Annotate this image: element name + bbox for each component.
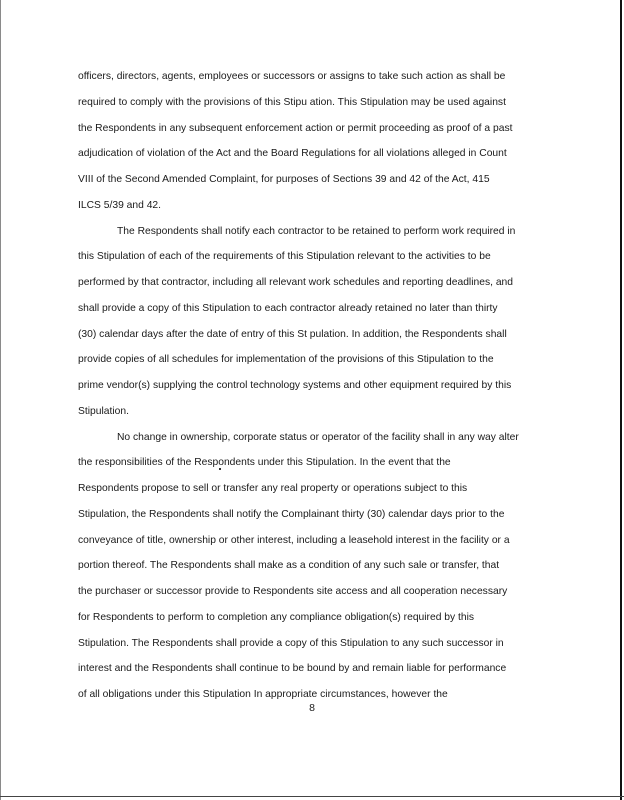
text-line: of all obligations under this Stipulation In appropriate circumstances, however the: [78, 689, 448, 700]
text-line: required to comply with the provisions of this Stipu ation. This Stipulation may be used against: [78, 96, 506, 108]
text-line: for Respondents to perform to completion any compliance obligation(s) required by this: [78, 611, 475, 623]
text-line: Respondents propose to sell or transfer any real property or operations subject to this: [78, 483, 468, 494]
text-line: (30) calendar days after the date of entry of this St pulation. In addition, the Respondents shall: [78, 328, 507, 340]
text-line: ILCS 5/39 and 42.: [78, 199, 162, 211]
text-line: provide copies of all schedules for implementation of the provisions of this Stipulation to the: [78, 354, 494, 366]
text-line: prime vendor(s) supplying the control technology systems and other equipment required by this: [78, 380, 512, 391]
text-line: VIII of the Second Amended Complaint, for purposes of Sections 39 and 42 of the Act, 415: [78, 174, 490, 185]
text-line: this Stipulation of each of the requirements of this Stipulation relevant to the activities to be: [78, 251, 491, 263]
scan-edge-left: [0, 0, 1, 800]
text-line: Stipulation. The Respondents shall provide a copy of this Stipulation to any such successor in: [78, 637, 504, 649]
text-line: shall provide a copy of this Stipulation to each contractor already retained no later than thirty: [78, 302, 498, 314]
text-line: the responsibilities of the Respondents under this Stipulation. In the event that the: [78, 457, 451, 469]
scan-edge-bottom: [0, 796, 624, 797]
text-line: Stipulation.: [78, 405, 129, 417]
text-line: The Respondents shall notify each contractor to be retained to perform work required in: [117, 225, 516, 237]
text-line: portion thereof. The Respondents shall make as a condition of any such sale or transfer, that: [78, 560, 500, 572]
text-line: No change in ownership, corporate status or operator of the facility shall in any way alter: [117, 431, 519, 443]
text-line: officers, directors, agents, employees or successors or assigns to take such action as shall be: [78, 71, 506, 82]
text-line: adjudication of violation of the Act and the Board Regulations for all violations alleged in Count: [78, 148, 507, 160]
text-line: performed by that contractor, including all relevant work schedules and reporting deadlines, and: [78, 277, 514, 288]
text-line: interest and the Respondents shall continue to be bound by and remain liable for performance: [78, 663, 507, 675]
text-line: Stipulation, the Respondents shall notify the Complainant thirty (30) calendar days prior to the: [78, 508, 505, 520]
text-line: the purchaser or successor provide to Respondents site access and all cooperation necessary: [78, 586, 508, 597]
scan-edge-right: [620, 0, 622, 800]
page-number: 8: [309, 702, 315, 714]
text-line: the Respondents in any subsequent enforcement action or permit proceeding as proof of a past: [78, 122, 513, 134]
text-line: conveyance of title, ownership or other interest, including a leasehold interest in the facility or a: [78, 534, 510, 546]
body-text: [78, 64, 553, 708]
